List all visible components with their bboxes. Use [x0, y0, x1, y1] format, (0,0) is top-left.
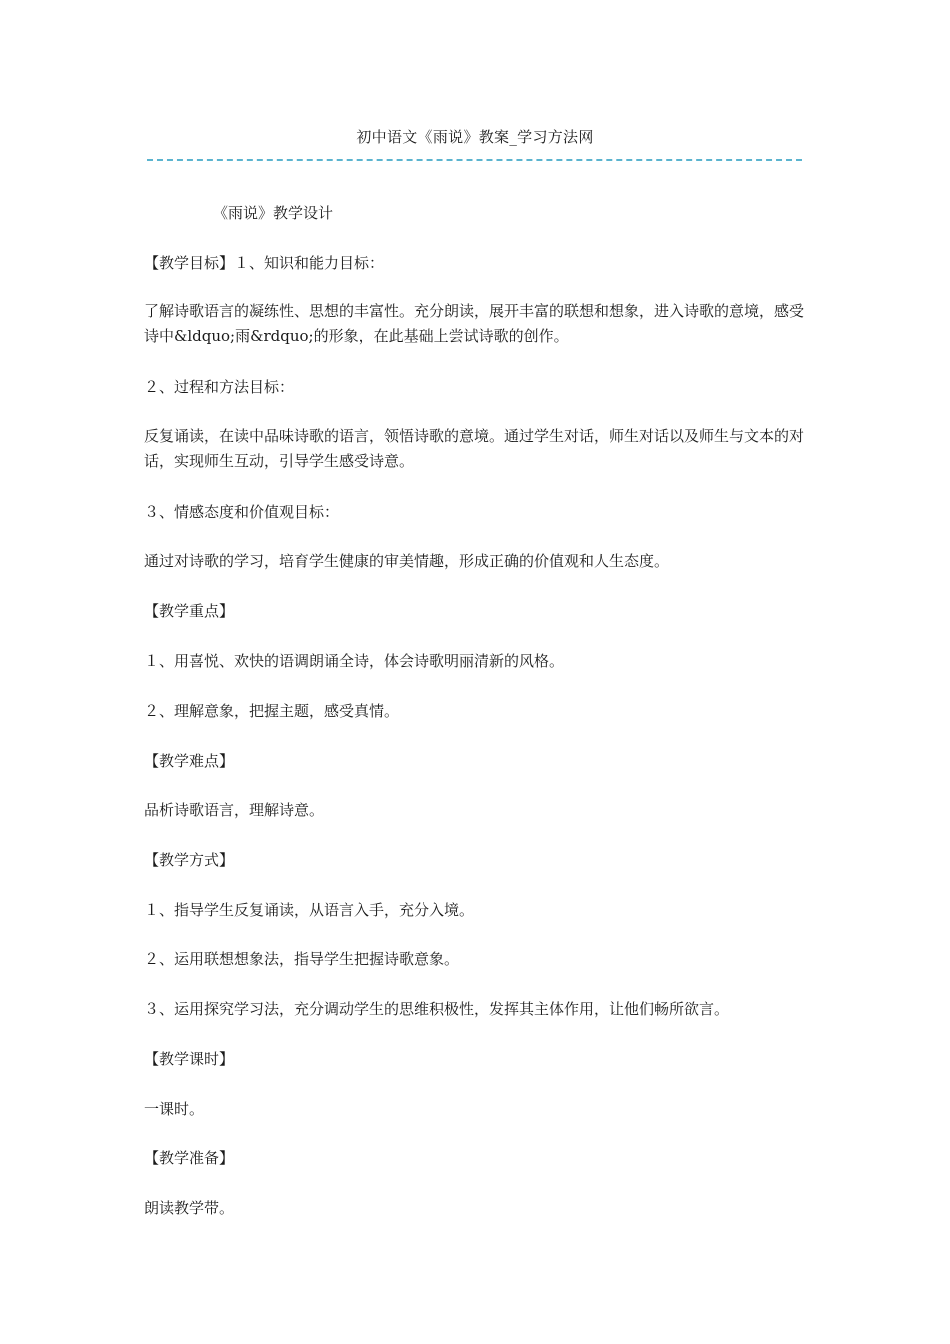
- method-3: ３、运用探究学习法，充分调动学生的思维积极性，发挥其主体作用，让他们畅所欲言。: [144, 1000, 730, 1018]
- method-1: １、指导学生反复诵读，从语言入手，充分入境。: [144, 901, 475, 919]
- goal-2-paragraph: 反复诵读，在读中品味诗歌的语言，领悟诗歌的意境。通过学生对话，师生对话以及师生与文本的对话，实现师生互动，引导学生感受诗意。: [144, 427, 805, 470]
- hours-text: 一课时。: [144, 1100, 205, 1118]
- goal-1-paragraph: 了解诗歌语言的凝练性、思想的丰富性。充分朗读，展开丰富的联想和想象，进入诗歌的意境，感受诗中&ldquo;雨&rdquo;的形象，在此基础上尝试诗歌的创作。: [144, 302, 805, 345]
- goal-heading: 【教学目标】１、知识和能力目标：: [144, 254, 385, 272]
- preparation-text: 朗读教学带。: [144, 1199, 235, 1217]
- difficulty-text: 品析诗歌语言，理解诗意。: [144, 801, 325, 819]
- key-point-1: １、用喜悦、欢快的语调朗诵全诗，体会诗歌明丽清新的风格。: [144, 652, 565, 670]
- document-title: 《雨说》教学设计: [213, 204, 334, 222]
- preparation-heading: 【教学准备】: [144, 1149, 235, 1167]
- difficulty-heading: 【教学难点】: [144, 752, 235, 770]
- header-dashed-divider: [147, 159, 802, 161]
- method-heading: 【教学方式】: [144, 851, 235, 869]
- goal-2-heading: ２、过程和方法目标：: [144, 378, 295, 396]
- page-header-title: 初中语文《雨说》教案_学习方法网: [356, 128, 594, 146]
- key-point-2: ２、理解意象，把握主题，感受真情。: [144, 702, 400, 720]
- hours-heading: 【教学课时】: [144, 1050, 235, 1068]
- method-2: ２、运用联想想象法，指导学生把握诗歌意象。: [144, 950, 460, 968]
- goal-3-heading: ３、情感态度和价值观目标：: [144, 503, 340, 521]
- goal-3-paragraph: 通过对诗歌的学习，培育学生健康的审美情趣，形成正确的价值观和人生态度。: [144, 552, 670, 570]
- key-points-heading: 【教学重点】: [144, 602, 235, 620]
